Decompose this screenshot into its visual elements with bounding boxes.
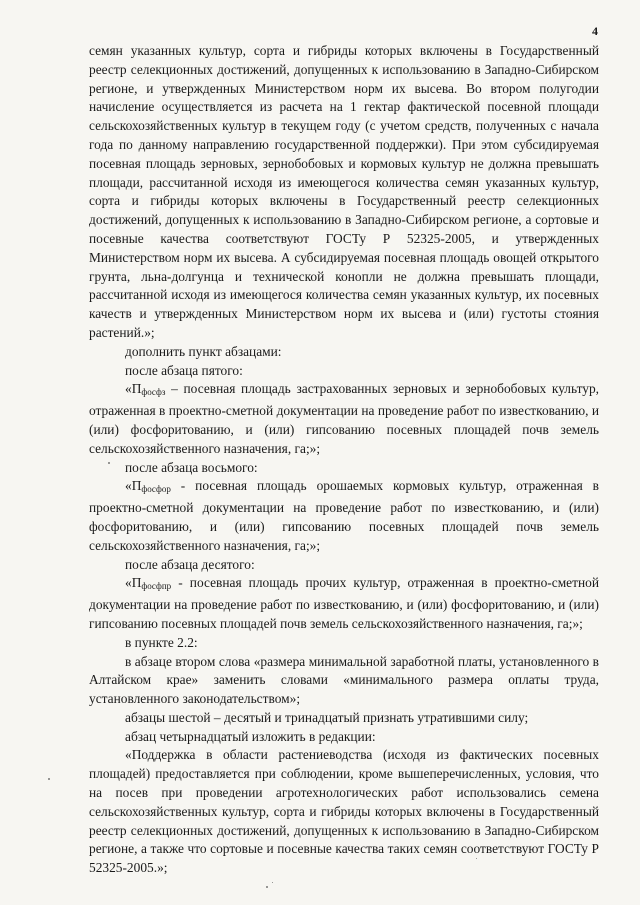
paragraph-instruction: после абзаца десятого: (125, 556, 255, 572)
definition-text: - посевная площадь прочих культур, отраженная в проектно-сметной документации на проведение работ по известкованию, и (или) фосфоритованию, и (или) гипсованию посевных площадей почв земель сельскохозяйственного назначения, га;»; (89, 575, 599, 631)
scan-speck (266, 886, 268, 888)
paragraph-instruction: после абзаца пятого: (125, 362, 243, 378)
paragraph-continuation: семян указанных культур, сорта и гибриды которых включены в Государственный реестр селекционных достижений, допущенных к использованию в Западно-Сибирском регионе, и утвержденных Министерством норм их высева. Во втором полугодии начисление осуществляется из расчета на 1 гектар фактической посевной площади сельскохозяйственных культур в текущем году (с учетом средств, полученных с начала года по данному направлению государственной поддержки). При этом субсидируемая посевная площадь зерновых, зернобобовых и кормовых культур не должна превышать площади, рассчитанной исходя из имеющегося количества семян указанных культур, сорта и гибриды которых включены в Государственный реестр селекционных достижений, допущенных к использованию в Западно-Сибирском регионе, а сортовые и посевные качества соответствуют ГОСТу Р 52325-2005, и утвержденных Министерством норм их высева. А субсидируемая посевная площадь овощей открытого грунта, льна-долгунца и технической конопли не должна превышать площади, рассчитанной исходя из имеющегося количества семян указанных культур, их посевных качеств и утвержденных Министерством норм их высева и (или) густоты стояния растений.»; (89, 43, 599, 340)
symbol-p: «П (125, 381, 142, 397)
paragraph-definition (89, 380, 599, 458)
paragraph-instruction: дополнить пункт абзацами: (125, 343, 282, 359)
scan-speck (48, 778, 50, 780)
definition-text: - посевная площадь орошаемых кормовых культур, отраженная в проектно-сметной документации на проведение работ по известкованию, и (или) фосфоритованию, и (или) гипсованию посевных площадей почв земель сельскохозяйственного назначения, га;»; (89, 478, 599, 553)
paragraph-instruction: абзац четырнадцатый изложить в редакции: (125, 728, 376, 744)
symbol-subscript: фосфз (141, 387, 166, 398)
document-body (89, 42, 599, 878)
paragraph-instruction: в пункте 2.2: (125, 634, 198, 650)
paragraph-definition (89, 574, 599, 633)
scan-speck (272, 882, 273, 883)
symbol-subscript: фосфпр (141, 581, 172, 592)
paragraph-definition (89, 477, 599, 555)
paragraph-amendment: абзацы шестой – десятый и тринадцатый признать утратившими силу; (125, 709, 529, 725)
scan-speck (108, 462, 110, 464)
definition-text: – посевная площадь застрахованных зерновых и зернобобовых культур, отраженная в проектно-сметной документации на проведение работ по известкованию, и (или) фосфоритованию, и (или) гипсованию посевных площадей почв земель сельскохозяйственного назначения, га;»; (89, 381, 599, 456)
symbol-p: «П (125, 575, 142, 591)
paragraph-new-text: «Поддержка в области растениеводства (исходя из фактических посевных площадей) предоставляется при соблюдении, кроме вышеперечисленных, условия, что на посев при проведении агротехнологических работ использовались семена сельскохозяйственных культур, сорта и гибриды которых включены в Государственный реестр селекционных достижений, допущенных к использованию в Западно-Сибирском регионе, а также что сортовые и посевные качества таких семян соответствуют ГОСТу Р 52325-2005.»; (89, 747, 599, 876)
scan-speck (476, 858, 477, 859)
paragraph-amendment: в абзаце втором слова «размера минимальной заработной платы, установленного в Алтайском крае» заменить словами «минимального размера оплаты труда, установленного законодательством»; (89, 653, 599, 707)
paragraph-instruction: после абзаца восьмого: (125, 459, 258, 475)
symbol-subscript: фосфор (141, 484, 171, 495)
page-number: 4 (592, 24, 598, 38)
symbol-p: «П (125, 478, 142, 494)
